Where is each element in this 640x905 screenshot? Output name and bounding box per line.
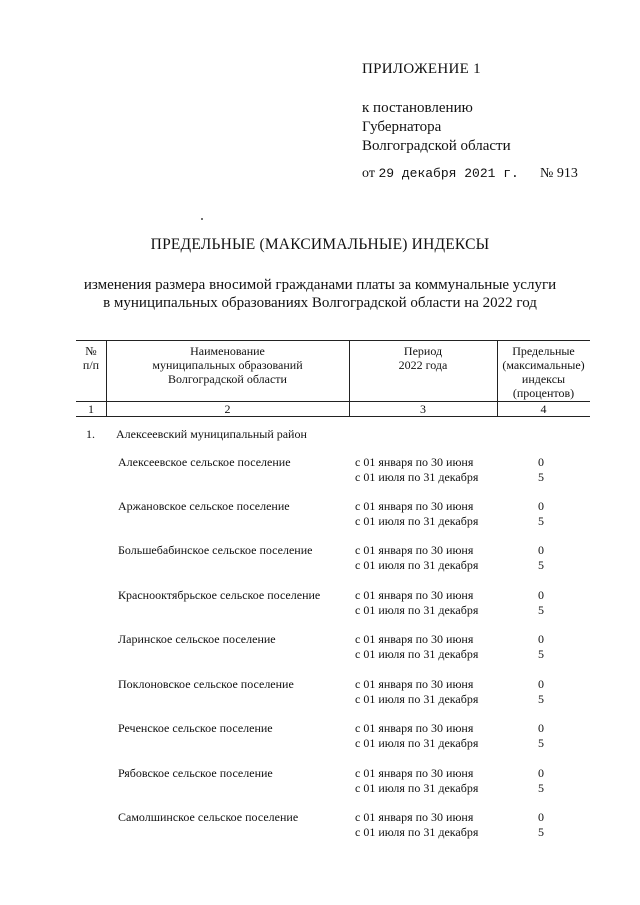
period-second-half: с 01 июля по 31 декабря	[355, 558, 479, 572]
date-prefix: от	[362, 166, 375, 181]
period-first-half: с 01 января по 30 июня	[355, 677, 474, 691]
settlement-name: Аржановское сельское поселение	[118, 499, 290, 513]
period-second-half: с 01 июля по 31 декабря	[355, 825, 479, 839]
index-first-half: 0	[538, 455, 544, 469]
settlement-name: Рябовское сельское поселение	[118, 766, 273, 780]
decree-number: № 913	[540, 166, 578, 181]
appendix-block	[362, 60, 511, 156]
table-row	[0, 766, 640, 796]
table-row	[0, 455, 640, 485]
settlement-name: Алексеевское сельское поселение	[118, 455, 291, 469]
header-text: Предельные	[512, 344, 575, 358]
table-row	[0, 588, 640, 618]
header-text: 2022 года	[398, 358, 448, 372]
header-text: №	[85, 344, 97, 358]
district-name: Алексеевский муниципальный район	[116, 427, 307, 441]
table-row	[0, 543, 640, 573]
column-number: 3	[420, 402, 426, 416]
document-subtitle-line-2: в муниципальных образованиях Волгоградской области на 2022 год	[103, 295, 537, 311]
index-second-half: 5	[538, 736, 544, 750]
appendix-line: Волгоградской области	[362, 138, 511, 154]
period-first-half: с 01 января по 30 июня	[355, 632, 474, 646]
settlement-name: Поклоновское сельское поселение	[118, 677, 294, 691]
index-first-half: 0	[538, 810, 544, 824]
index-first-half: 0	[538, 543, 544, 557]
index-second-half: 5	[538, 692, 544, 706]
table-row	[0, 632, 640, 662]
period-first-half: с 01 января по 30 июня	[355, 499, 474, 513]
document-title: ПРЕДЕЛЬНЫЕ (МАКСИМАЛЬНЫЕ) ИНДЕКСЫ	[150, 236, 490, 253]
index-first-half: 0	[538, 766, 544, 780]
header-text: индексы	[521, 372, 566, 386]
document-subtitle-line-1: изменения размера вносимой гражданами платы за коммунальные услуги	[83, 277, 557, 293]
index-first-half: 0	[538, 632, 544, 646]
index-second-half: 5	[538, 825, 544, 839]
header-text: Наименование	[190, 344, 265, 358]
index-second-half: 5	[538, 603, 544, 617]
settlement-name: Ларинское сельское поселение	[118, 632, 276, 646]
header-text: (процентов)	[512, 386, 575, 400]
period-first-half: с 01 января по 30 июня	[355, 810, 474, 824]
period-first-half: с 01 января по 30 июня	[355, 721, 474, 735]
column-number: 2	[224, 402, 231, 416]
period-second-half: с 01 июля по 31 декабря	[355, 736, 479, 750]
district-number: 1.	[86, 427, 95, 441]
period-second-half: с 01 июля по 31 декабря	[355, 781, 479, 795]
index-first-half: 0	[538, 677, 544, 691]
appendix-line: Губернатора	[362, 119, 442, 135]
period-second-half: с 01 июля по 31 декабря	[355, 647, 479, 661]
table-row	[0, 499, 640, 529]
period-second-half: с 01 июля по 31 декабря	[355, 603, 479, 617]
table-row	[0, 677, 640, 707]
period-first-half: с 01 января по 30 июня	[355, 543, 474, 557]
settlement-name: Реченское сельское поселение	[118, 721, 273, 735]
index-second-half: 5	[538, 647, 544, 661]
index-second-half: 5	[538, 514, 544, 528]
district-heading	[86, 427, 307, 442]
header-text: муниципальных образований	[152, 358, 303, 372]
appendix-line: к постановлению	[362, 100, 473, 116]
period-second-half: с 01 июля по 31 декабря	[355, 470, 479, 484]
header-col-period	[349, 344, 497, 372]
index-second-half: 5	[538, 558, 544, 572]
header-text: Период	[403, 344, 443, 358]
index-first-half: 0	[538, 721, 544, 735]
period-first-half: с 01 января по 30 июня	[355, 766, 474, 780]
period-second-half: с 01 июля по 31 декабря	[355, 692, 479, 706]
header-text: п/п	[82, 358, 100, 372]
scan-speck	[201, 218, 203, 220]
table-row	[0, 721, 640, 751]
index-second-half: 5	[538, 781, 544, 795]
period-first-half: с 01 января по 30 июня	[355, 588, 474, 602]
index-first-half: 0	[538, 588, 544, 602]
index-second-half: 5	[538, 470, 544, 484]
header-text: Волгоградской области	[168, 372, 287, 386]
settlement-name: Краснооктябрьское сельское поселение	[118, 588, 321, 602]
decree-date	[362, 166, 519, 182]
table-row	[0, 810, 640, 840]
settlement-name: Самолшинское сельское поселение	[118, 810, 299, 824]
header-col-number	[76, 344, 106, 372]
appendix-title: ПРИЛОЖЕНИЕ 1	[362, 61, 481, 77]
table-header	[76, 340, 590, 417]
period-second-half: с 01 июля по 31 декабря	[355, 514, 479, 528]
header-col-index	[497, 344, 590, 400]
column-number: 4	[540, 402, 547, 416]
settlement-name: Большебабинское сельское поселение	[118, 543, 313, 557]
index-first-half: 0	[538, 499, 544, 513]
date-value: 29 декабря 2021 г.	[378, 166, 519, 181]
column-number: 1	[88, 402, 94, 416]
period-first-half: с 01 января по 30 июня	[355, 455, 474, 469]
header-text: (максимальные)	[502, 358, 585, 372]
header-col-name	[106, 344, 349, 386]
